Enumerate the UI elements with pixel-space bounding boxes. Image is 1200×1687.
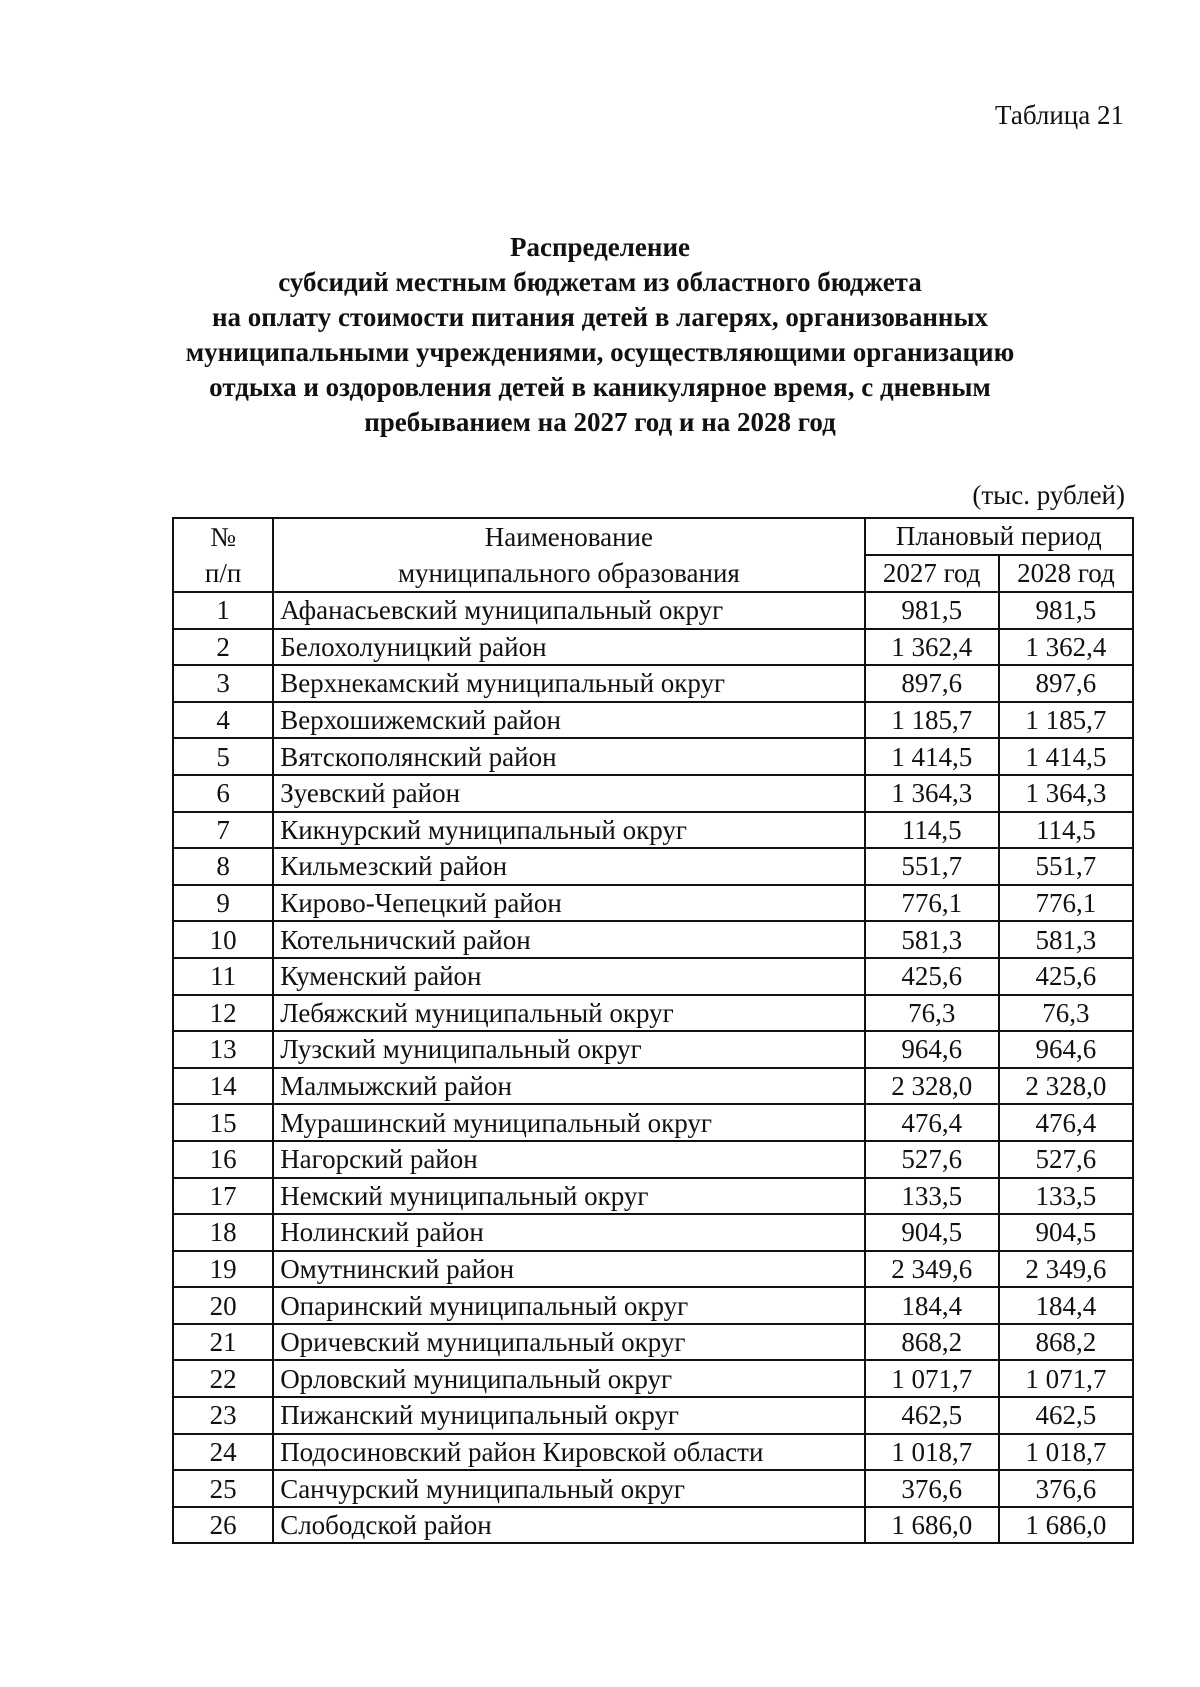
value-2028: 527,6 [999, 1141, 1133, 1178]
row-number: 17 [173, 1178, 273, 1215]
value-2027: 1 414,5 [865, 738, 999, 775]
table-row [173, 1068, 1133, 1105]
value-2027: 897,6 [865, 665, 999, 702]
municipality-name: Пижанский муниципальный округ [273, 1397, 864, 1434]
municipality-name: Белохолуницкий район [273, 629, 864, 666]
table-row [173, 1251, 1133, 1288]
value-2027: 376,6 [865, 1470, 999, 1507]
units-note: (тыс. рублей) [972, 480, 1125, 510]
value-2028: 133,5 [999, 1178, 1133, 1215]
value-2027: 1 185,7 [865, 702, 999, 739]
header-name-line2: муниципального образования [397, 558, 740, 588]
value-2027: 76,3 [865, 995, 999, 1032]
value-2028: 1 414,5 [999, 738, 1133, 775]
municipality-name: Верхнекамский муниципальный округ [273, 665, 864, 702]
document-title [150, 230, 1050, 440]
municipality-name: Санчурский муниципальный округ [273, 1470, 864, 1507]
table-row [173, 1360, 1133, 1397]
row-number: 24 [173, 1434, 273, 1471]
row-number: 4 [173, 702, 273, 739]
row-number: 1 [173, 592, 273, 629]
row-number: 22 [173, 1360, 273, 1397]
title-line: субсидий местным бюджетам из областного бюджета [278, 267, 922, 297]
row-number: 12 [173, 995, 273, 1032]
header-period: Плановый период [865, 518, 1133, 555]
value-2027: 462,5 [865, 1397, 999, 1434]
row-number: 26 [173, 1507, 273, 1544]
value-2028: 981,5 [999, 592, 1133, 629]
municipality-name: Котельничский район [273, 921, 864, 958]
row-number: 3 [173, 665, 273, 702]
title-line: пребыванием на 2027 год и на 2028 год [364, 407, 836, 437]
table-row [173, 665, 1133, 702]
value-2028: 1 018,7 [999, 1434, 1133, 1471]
value-2028: 964,6 [999, 1031, 1133, 1068]
table-row [173, 885, 1133, 922]
value-2027: 1 071,7 [865, 1360, 999, 1397]
header-year-2028: 2028 год [999, 555, 1133, 592]
table-row [173, 738, 1133, 775]
municipality-name: Лебяжский муниципальный округ [273, 995, 864, 1032]
value-2027: 184,4 [865, 1287, 999, 1324]
table-row [173, 921, 1133, 958]
row-number: 6 [173, 775, 273, 812]
header-name-line1: Наименование [484, 522, 653, 552]
value-2028: 904,5 [999, 1214, 1133, 1251]
value-2027: 2 349,6 [865, 1251, 999, 1288]
municipality-name: Кирово-Чепецкий район [273, 885, 864, 922]
table-row [173, 848, 1133, 885]
municipality-name: Куменский район [273, 958, 864, 995]
value-2028: 476,4 [999, 1104, 1133, 1141]
value-2027: 551,7 [865, 848, 999, 885]
municipality-name: Подосиновский район Кировской области [273, 1434, 864, 1471]
table-row [173, 1507, 1133, 1544]
value-2027: 1 364,3 [865, 775, 999, 812]
row-number: 14 [173, 1068, 273, 1105]
value-2027: 114,5 [865, 812, 999, 849]
row-number: 21 [173, 1324, 273, 1361]
row-number: 25 [173, 1470, 273, 1507]
municipality-name: Зуевский район [273, 775, 864, 812]
row-number: 15 [173, 1104, 273, 1141]
value-2028: 1 071,7 [999, 1360, 1133, 1397]
table-row [173, 1214, 1133, 1251]
value-2028: 76,3 [999, 995, 1133, 1032]
table-row [173, 1178, 1133, 1215]
row-number: 9 [173, 885, 273, 922]
row-number: 13 [173, 1031, 273, 1068]
municipality-name: Слободской район [273, 1507, 864, 1544]
value-2028: 1 185,7 [999, 702, 1133, 739]
value-2028: 1 686,0 [999, 1507, 1133, 1544]
table-row [173, 1141, 1133, 1178]
value-2028: 184,4 [999, 1287, 1133, 1324]
value-2027: 964,6 [865, 1031, 999, 1068]
value-2028: 2 328,0 [999, 1068, 1133, 1105]
table-row [173, 1397, 1133, 1434]
title-line: на оплату стоимости питания детей в лагерях, организованных [211, 302, 989, 332]
table-row [173, 702, 1133, 739]
table-row [173, 812, 1133, 849]
value-2027: 581,3 [865, 921, 999, 958]
table-row [173, 1324, 1133, 1361]
table-row [173, 1287, 1133, 1324]
table-row [173, 629, 1133, 666]
municipality-name: Оричевский муниципальный округ [273, 1324, 864, 1361]
municipality-name: Малмыжский район [273, 1068, 864, 1105]
municipality-name: Мурашинский муниципальный округ [273, 1104, 864, 1141]
value-2027: 527,6 [865, 1141, 999, 1178]
municipality-name: Нолинский район [273, 1214, 864, 1251]
municipality-name: Лузский муниципальный округ [273, 1031, 864, 1068]
value-2028: 425,6 [999, 958, 1133, 995]
municipality-name: Кильмезский район [273, 848, 864, 885]
title-line: муниципальными учреждениями, осуществляющими организацию [185, 337, 1015, 367]
row-number: 11 [173, 958, 273, 995]
value-2028: 581,3 [999, 921, 1133, 958]
value-2027: 776,1 [865, 885, 999, 922]
municipality-name: Орловский муниципальный округ [273, 1360, 864, 1397]
municipality-name: Верхошижемский район [273, 702, 864, 739]
municipality-name: Кикнурский муниципальный округ [273, 812, 864, 849]
municipality-name: Афанасьевский муниципальный округ [273, 592, 864, 629]
value-2027: 2 328,0 [865, 1068, 999, 1105]
row-number: 2 [173, 629, 273, 666]
value-2027: 904,5 [865, 1214, 999, 1251]
municipality-name: Опаринский муниципальный округ [273, 1287, 864, 1324]
row-number: 18 [173, 1214, 273, 1251]
value-2028: 376,6 [999, 1470, 1133, 1507]
header-row [173, 518, 1133, 555]
value-2027: 425,6 [865, 958, 999, 995]
value-2028: 776,1 [999, 885, 1133, 922]
header-name [273, 518, 864, 592]
value-2027: 981,5 [865, 592, 999, 629]
value-2028: 551,7 [999, 848, 1133, 885]
municipality-name: Нагорский район [273, 1141, 864, 1178]
value-2027: 868,2 [865, 1324, 999, 1361]
row-number: 8 [173, 848, 273, 885]
table-row [173, 1031, 1133, 1068]
table-body [173, 592, 1133, 1543]
header-num-line1: № [210, 522, 236, 552]
value-2028: 1 364,3 [999, 775, 1133, 812]
table-row [173, 1104, 1133, 1141]
value-2027: 1 686,0 [865, 1507, 999, 1544]
subsidy-table [172, 517, 1134, 1544]
table-row [173, 1470, 1133, 1507]
table-row [173, 775, 1133, 812]
municipality-name: Вятскополянский район [273, 738, 864, 775]
row-number: 16 [173, 1141, 273, 1178]
municipality-name: Омутнинский район [273, 1251, 864, 1288]
value-2028: 868,2 [999, 1324, 1133, 1361]
value-2028: 2 349,6 [999, 1251, 1133, 1288]
value-2028: 897,6 [999, 665, 1133, 702]
value-2028: 1 362,4 [999, 629, 1133, 666]
header-year-2027: 2027 год [865, 555, 999, 592]
table-row [173, 958, 1133, 995]
row-number: 7 [173, 812, 273, 849]
row-number: 5 [173, 738, 273, 775]
value-2027: 133,5 [865, 1178, 999, 1215]
value-2027: 1 362,4 [865, 629, 999, 666]
header-num [173, 518, 273, 592]
value-2027: 476,4 [865, 1104, 999, 1141]
title-line: отдыха и оздоровления детей в каникулярное время, с дневным [209, 372, 991, 402]
value-2028: 462,5 [999, 1397, 1133, 1434]
row-number: 20 [173, 1287, 273, 1324]
municipality-name: Немский муниципальный округ [273, 1178, 864, 1215]
title-line: Распределение [509, 232, 691, 262]
row-number: 23 [173, 1397, 273, 1434]
header-num-line2: п/п [204, 558, 242, 588]
row-number: 19 [173, 1251, 273, 1288]
table-row [173, 995, 1133, 1032]
row-number: 10 [173, 921, 273, 958]
table-number-label: Таблица 21 [995, 100, 1124, 130]
value-2027: 1 018,7 [865, 1434, 999, 1471]
value-2028: 114,5 [999, 812, 1133, 849]
table-row [173, 592, 1133, 629]
table-row [173, 1434, 1133, 1471]
